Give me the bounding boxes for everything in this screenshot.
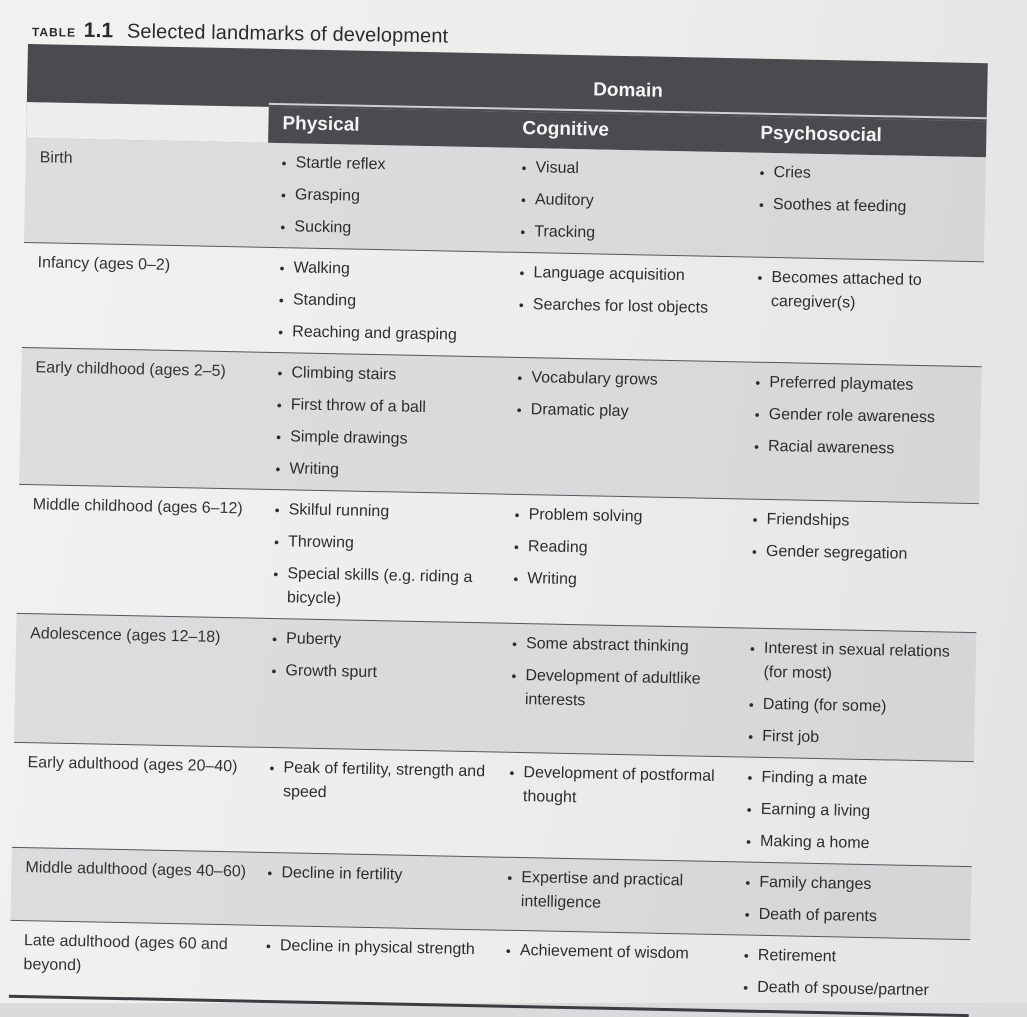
list-item: • Walking	[279, 256, 505, 285]
list-item: • Problem solving	[514, 503, 738, 531]
list-item: • Friendships	[752, 508, 978, 537]
list-item: • Decline in physical strength	[266, 934, 492, 963]
cognitive-list	[519, 261, 744, 321]
list-item: • Writing	[513, 567, 737, 595]
list-item: • Soothes at feeding	[759, 193, 985, 222]
list-item: • Development of adultlike interests	[511, 664, 736, 716]
list-item: • Racial awareness	[754, 435, 980, 464]
list-item: • Auditory	[521, 188, 745, 216]
physical-list	[278, 256, 506, 349]
psychosocial-cell	[737, 507, 979, 624]
physical-list	[269, 756, 496, 809]
list-item: • Some abstract thinking	[512, 632, 736, 660]
list-item: • Making a home	[746, 830, 972, 859]
list-item: • Decline in fertility	[267, 861, 493, 890]
psychosocial-list	[744, 871, 971, 932]
stage-label: Early childhood (ages 2–5)	[35, 359, 226, 381]
list-item: • Special skills (e.g. riding a bicycle)	[273, 562, 500, 615]
list-item: • Expertise and practical intelligence	[507, 866, 732, 918]
stage-label: Infancy (ages 0–2)	[37, 254, 171, 274]
cognitive-cell	[492, 866, 731, 927]
psychosocial-list	[743, 944, 970, 1005]
stage-header-cell	[26, 102, 269, 143]
list-item: • Interest in sexual relations (for most)	[749, 637, 976, 690]
physical-cell	[264, 256, 506, 349]
psychosocial-cell	[742, 265, 984, 358]
list-item: • Writing	[275, 457, 501, 486]
caption-number: 1.1	[83, 18, 114, 43]
stage-label: Middle adulthood (ages 40–60)	[25, 859, 247, 881]
list-item: • Standing	[279, 288, 505, 317]
table-caption	[32, 18, 449, 49]
cognitive-cell	[496, 632, 736, 749]
psychosocial-list	[754, 371, 982, 464]
caption-title: Selected landmarks of development	[126, 20, 449, 48]
psychosocial-cell	[729, 943, 970, 1004]
cognitive-list	[520, 156, 746, 248]
list-item: • Dramatic play	[517, 398, 741, 426]
cognitive-list	[509, 761, 734, 813]
cognitive-cell	[499, 503, 739, 620]
list-item: • Reading	[514, 535, 738, 563]
physical-list	[266, 934, 492, 963]
list-item: • Peak of fertility, strength and speed	[269, 756, 496, 809]
column-header-psychosocial: Psychosocial	[760, 122, 882, 147]
domain-title: Domain	[592, 79, 664, 102]
list-item: • Preferred playmates	[755, 371, 981, 400]
psychosocial-list	[746, 766, 974, 859]
physical-list	[273, 498, 501, 615]
stage-label: Birth	[39, 149, 73, 167]
list-item: • Dating (for some)	[749, 693, 975, 722]
cognitive-list	[507, 866, 732, 918]
list-item: • Visual	[521, 156, 745, 184]
list-item: • Startle reflex	[281, 151, 507, 180]
cognitive-cell	[491, 938, 730, 999]
list-item: • Achievement of wisdom	[506, 939, 730, 967]
cognitive-list	[511, 632, 737, 716]
list-item: • Puberty	[272, 627, 498, 656]
table-row-early-adulthood	[12, 742, 974, 866]
physical-cell	[253, 861, 494, 922]
list-item: • Death of parents	[744, 903, 970, 932]
list-item: • Cries	[759, 161, 985, 190]
list-item: • Climbing stairs	[277, 361, 503, 390]
column-header-physical: Physical	[282, 113, 360, 136]
list-item: • Language acquisition	[519, 261, 743, 289]
physical-list	[275, 361, 503, 486]
psychosocial-cell	[734, 636, 976, 753]
list-item: • Vocabulary grows	[517, 366, 741, 394]
table-row-birth	[24, 138, 986, 261]
stage-label: Late adulthood (ages 60 and beyond)	[23, 932, 228, 975]
list-item: • Finding a mate	[747, 766, 973, 795]
psychosocial-cell	[739, 370, 981, 495]
psychosocial-cell	[744, 160, 986, 253]
table-row-infancy	[22, 242, 984, 366]
table-row-adolescence	[14, 613, 976, 761]
cognitive-list	[513, 503, 739, 595]
list-item: • Gender role awareness	[754, 403, 980, 432]
physical-cell	[259, 498, 501, 615]
list-item: • First job	[748, 725, 974, 754]
landmarks-table	[9, 44, 988, 1017]
cognitive-list	[506, 939, 730, 967]
list-item: • Death of spouse/partner	[743, 976, 969, 1005]
table-row-early-childhood	[19, 347, 982, 503]
table-row-middle-childhood	[17, 484, 979, 632]
list-item: • Growth spurt	[271, 659, 497, 688]
list-item: • Sucking	[280, 215, 506, 244]
cognitive-cell	[494, 761, 734, 854]
list-item: • Throwing	[274, 530, 500, 559]
list-item: • Earning a living	[747, 798, 973, 827]
stage-label: Middle childhood (ages 6–12)	[32, 496, 243, 518]
physical-list	[271, 627, 498, 688]
stage-label: Adolescence (ages 12–18)	[29, 625, 221, 646]
psychosocial-list	[757, 266, 984, 319]
list-item: • Grasping	[281, 183, 507, 212]
psychosocial-list	[748, 637, 976, 754]
list-item: • Becomes attached to caregiver(s)	[757, 266, 984, 319]
stage-label: Early adulthood (ages 20–40)	[27, 754, 238, 776]
psychosocial-cell	[730, 870, 971, 931]
list-item: • Retirement	[744, 944, 970, 973]
psychosocial-list	[759, 161, 986, 222]
list-item: • First throw of a ball	[277, 393, 503, 422]
physical-list	[267, 861, 493, 890]
table-body	[9, 138, 986, 1012]
list-item: • Skilful running	[274, 498, 500, 527]
list-item: • Family changes	[745, 871, 971, 900]
physical-list	[280, 151, 508, 244]
list-item: • Searches for lost objects	[519, 293, 743, 321]
column-header-cognitive: Cognitive	[522, 117, 610, 141]
list-item: • Simple drawings	[276, 425, 502, 454]
physical-cell	[266, 151, 508, 244]
physical-cell	[256, 627, 498, 744]
physical-cell	[254, 756, 496, 849]
psychosocial-cell	[732, 765, 974, 858]
cognitive-list	[517, 366, 742, 426]
cognitive-cell	[506, 156, 746, 249]
list-item: • Reaching and grasping	[278, 320, 504, 349]
cognitive-cell	[504, 261, 744, 354]
caption-label: TABLE	[31, 25, 77, 40]
list-item: • Gender segregation	[752, 540, 978, 569]
physical-cell	[261, 361, 503, 486]
list-item: • Development of postformal thought	[509, 761, 734, 813]
psychosocial-list	[752, 508, 979, 569]
list-item: • Tracking	[520, 220, 744, 248]
cognitive-cell	[501, 366, 741, 491]
physical-cell	[251, 934, 492, 995]
